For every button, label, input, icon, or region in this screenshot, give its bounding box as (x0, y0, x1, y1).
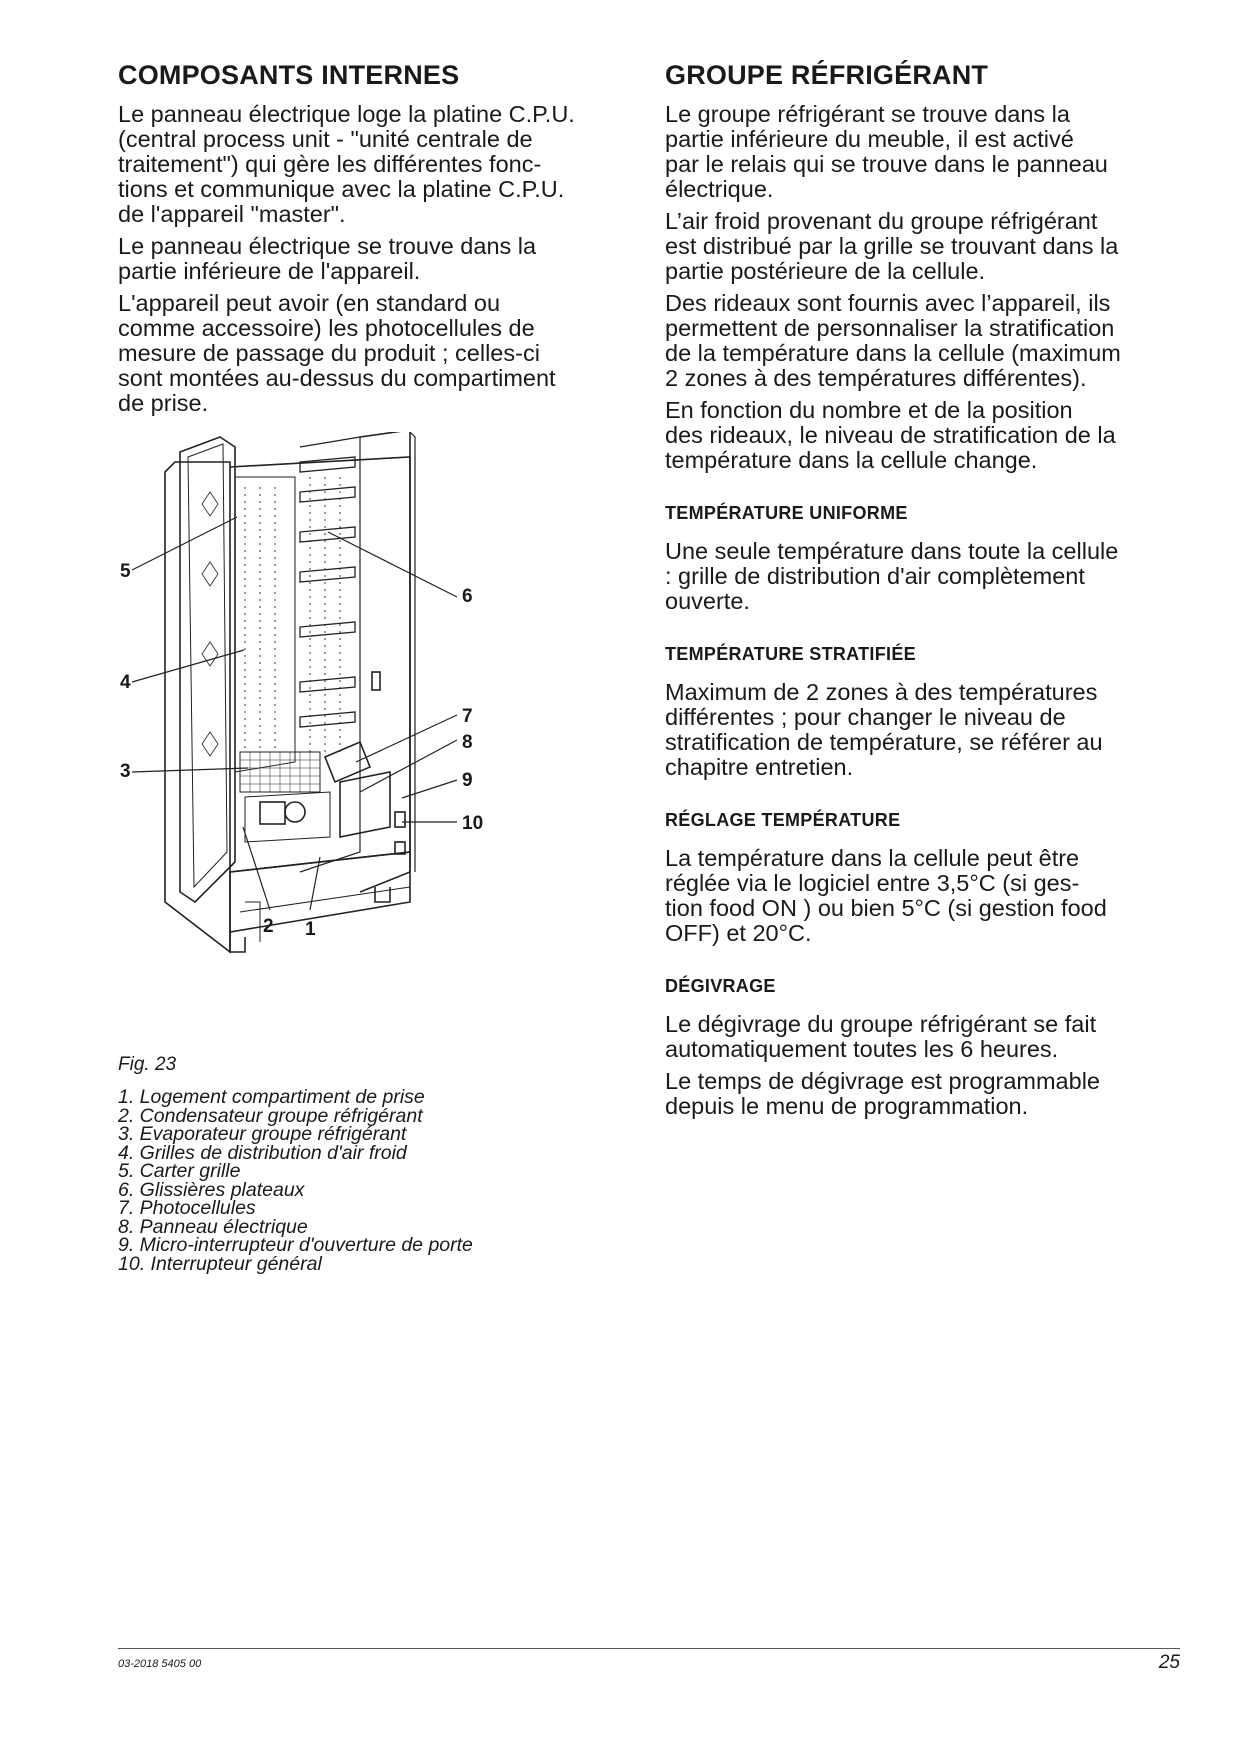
cabinet-side-panel (165, 462, 230, 952)
appliance-diagram (110, 432, 560, 1052)
paragraph: Le panneau électrique loge la platine C.P.U. (central process unit - "unité centrale de traitement") qui gère les différentes fonc- tions et communique avec la platine C.P.U. de l'appareil "master". (118, 101, 575, 227)
legend-item: 6. Glissières plateaux (118, 1178, 305, 1201)
paragraph: Une seule température dans toute la cellule : grille de distribution d'air complètement ouverte. (665, 538, 1119, 614)
callout-10: 10 (462, 813, 484, 834)
leader-line-4 (132, 650, 244, 682)
page-number: 25 (1158, 1652, 1180, 1673)
leader-line-6 (328, 532, 457, 597)
leader-line-1 (310, 857, 320, 910)
section-heading-refrigeration-unit: GROUPE RÉFRIGÉRANT (665, 60, 989, 90)
paragraph: Maximum de 2 zones à des températures différentes ; pour changer le niveau de stratification de température, se référer au chapitre entretien. (665, 679, 1103, 780)
legend-item: 5. Carter grille (118, 1160, 241, 1182)
callout-6: 6 (462, 586, 473, 607)
callout-5: 5 (120, 561, 131, 582)
callout-8: 8 (462, 732, 473, 753)
callout-1: 1 (305, 919, 316, 940)
callout-2: 2 (263, 916, 274, 937)
legend-item: 1. Logement compartiment de prise (118, 1086, 425, 1108)
legend-item: 3. Evaporateur groupe réfrigérant (118, 1123, 407, 1145)
paragraph: Des rideaux sont fournis avec l’appareil, ils permettent de personnaliser la stratification de la température dans la cellule (maximum 2 zones à des températures différentes). (665, 290, 1121, 391)
leader-line-7 (356, 715, 457, 762)
legend-item: 9. Micro-interrupteur d'ouverture de porte (118, 1234, 473, 1256)
leader-line-5 (132, 517, 237, 570)
legend-item: 7. Photocellules (118, 1197, 256, 1219)
section-heading-internal-components: COMPOSANTS INTERNES (118, 60, 460, 90)
paragraph: Le dégivrage du groupe réfrigérant se fait automatiquement toutes les 6 heures. (665, 1011, 1097, 1062)
right-column (665, 60, 1185, 1126)
paragraph: La température dans la cellule peut être réglée via le logiciel entre 3,5°C (si ges- tion food ON ) ou bien 5°C (si gestion food OFF) et 20°C. (665, 845, 1107, 946)
subheading-stratified-temperature: TEMPÉRATURE STRATIFIÉE (665, 644, 916, 664)
paragraph: Le groupe réfrigérant se trouve dans la partie inférieure du meuble, il est activé par le relais qui se trouve dans le panneau électrique. (665, 101, 1108, 202)
paragraph: Le temps de dégivrage est programmable depuis le menu de programmation. (665, 1068, 1100, 1119)
subheading-temperature-setting: RÉGLAGE TEMPÉRATURE (665, 810, 901, 830)
inner-cell (230, 457, 410, 872)
left-column (118, 60, 638, 423)
document-code: 03-2018 5405 00 (118, 1658, 202, 1670)
legend-item: 8. Panneau électrique (118, 1215, 308, 1238)
subheading-uniform-temperature: TEMPÉRATURE UNIFORME (665, 503, 908, 523)
legend-item: 2. Condensateur groupe réfrigérant (118, 1104, 423, 1127)
figure-caption: Fig. 23 (118, 1054, 177, 1075)
callout-7: 7 (462, 706, 473, 727)
callout-4: 4 (120, 672, 131, 693)
legend-item: 4. Grilles de distribution d'air froid (118, 1141, 407, 1164)
subheading-defrosting: DÉGIVRAGE (665, 976, 776, 996)
footer-divider (118, 1648, 1180, 1649)
paragraph: En fonction du nombre et de la position des rideaux, le niveau de stratification de la température dans la cellule change. (665, 397, 1116, 473)
paragraph: L'appareil peut avoir (en standard ou comme accessoire) les photocellules de mesure de passage du produit ; celles-ci sont montées au-dessus du compartiment de prise. (118, 290, 556, 416)
legend-item: 10. Interrupteur général (118, 1252, 322, 1275)
paragraph: Le panneau électrique se trouve dans la partie inférieure de l'appareil. (118, 233, 537, 284)
figure-legend (118, 1088, 473, 1273)
callout-9: 9 (462, 770, 473, 791)
paragraph: L’air froid provenant du groupe réfrigérant est distribué par la grille se trouvant dans la partie postérieure de la cellule. (665, 208, 1119, 284)
callout-3: 3 (120, 761, 131, 782)
